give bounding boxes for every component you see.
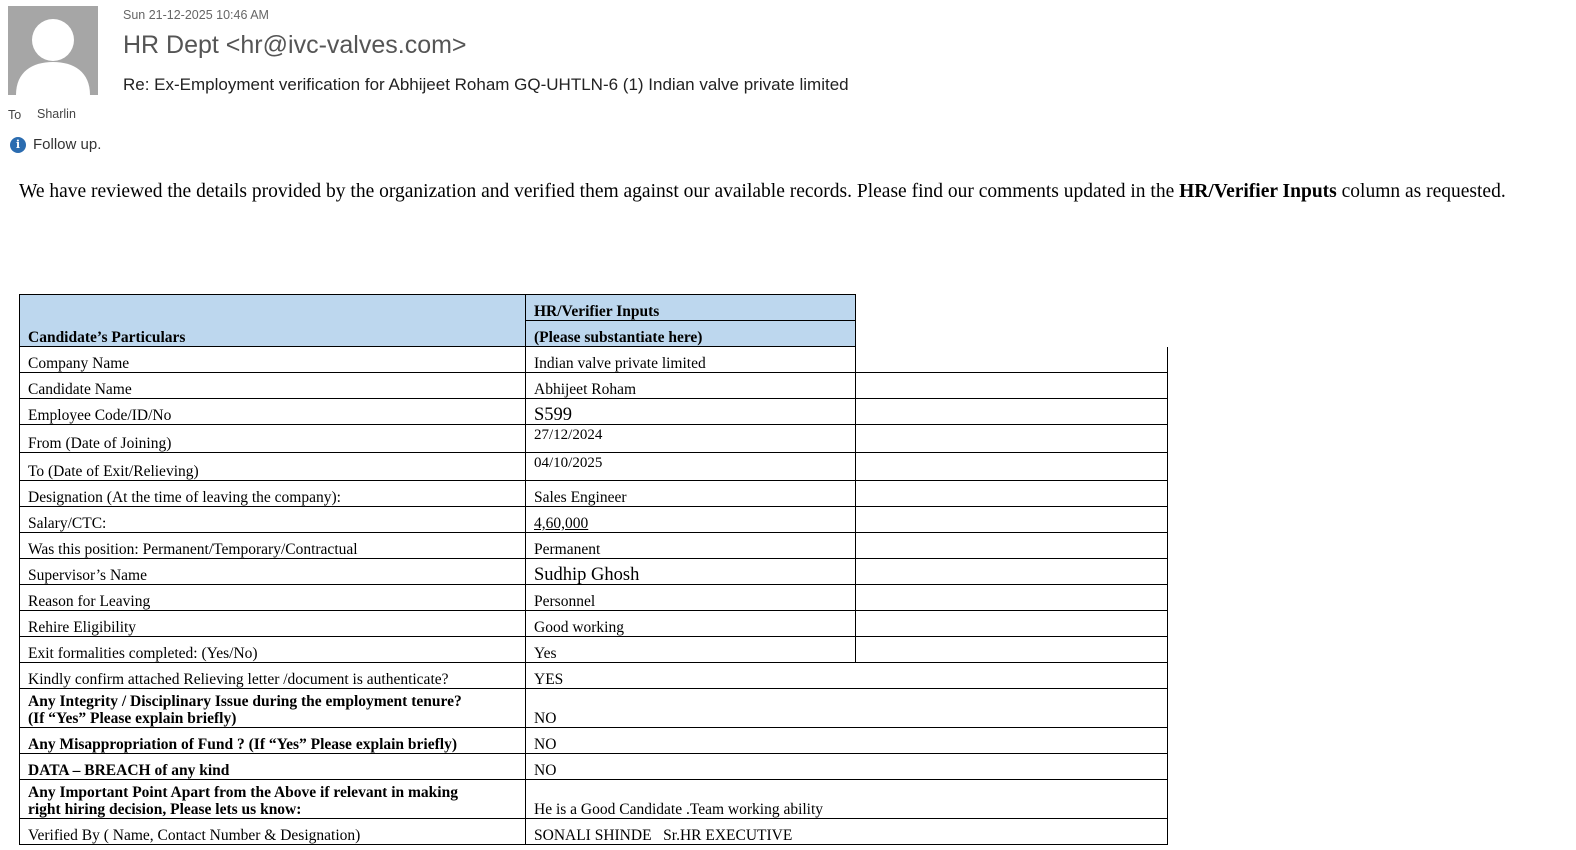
table-row xyxy=(20,689,1168,728)
table-row xyxy=(20,728,1168,754)
row-label: Supervisor’s Name xyxy=(20,559,526,585)
row-label-line1: Any Important Point Apart from the Above if relevant in making xyxy=(28,784,458,801)
row-value: 27/12/2024 xyxy=(526,425,856,453)
info-icon: i xyxy=(10,137,26,153)
row-label: Any Misappropriation of Fund ? (If “Yes” Please explain briefly) xyxy=(20,728,526,754)
row-extra xyxy=(856,453,1168,481)
email-subject: Re: Ex-Employment verification for Abhijeet Roham GQ-UHTLN-6 (1) Indian valve private limited xyxy=(123,75,849,94)
body-text-after: column as requested. xyxy=(1336,181,1506,202)
row-extra xyxy=(856,481,1168,507)
body-text-before: We have reviewed the details provided by the organization and verified them against our available records. Please find our comments updated in the xyxy=(19,181,1180,202)
table-row xyxy=(20,585,1168,611)
table-row xyxy=(20,481,1168,507)
row-value: NO xyxy=(526,728,1168,754)
table-row xyxy=(20,373,1168,399)
row-value: 04/10/2025 xyxy=(526,453,856,481)
verification-table xyxy=(19,294,1168,845)
row-value: Good working xyxy=(526,611,856,637)
row-label: Exit formalities completed: (Yes/No) xyxy=(20,637,526,663)
row-label: Kindly confirm attached Relieving letter /document is authenticate? xyxy=(20,663,526,689)
table-row xyxy=(20,780,1168,819)
row-label xyxy=(20,780,526,819)
header-substantiate: (Please substantiate here) xyxy=(526,321,856,347)
table-row xyxy=(20,559,1168,585)
row-extra xyxy=(856,611,1168,637)
row-value: Permanent xyxy=(526,533,856,559)
header-verifier-inputs: HR/Verifier Inputs xyxy=(526,295,856,321)
table-row xyxy=(20,637,1168,663)
info-text: Follow up. xyxy=(33,136,102,153)
email-sender[interactable]: HR Dept <hr@ivc-valves.com> xyxy=(123,31,467,59)
to-label: To xyxy=(8,108,22,122)
row-extra xyxy=(856,347,1168,373)
table-row xyxy=(20,399,1168,425)
row-label: Employee Code/ID/No xyxy=(20,399,526,425)
row-label: Candidate Name xyxy=(20,373,526,399)
row-value: NO xyxy=(526,754,1168,780)
row-value: He is a Good Candidate .Team working ability xyxy=(526,780,1168,819)
row-label-line2: (If “Yes” Please explain briefly) xyxy=(28,710,237,727)
row-extra xyxy=(856,637,1168,663)
row-extra xyxy=(856,533,1168,559)
table-row xyxy=(20,453,1168,481)
row-extra xyxy=(856,559,1168,585)
table-row xyxy=(20,347,1168,373)
row-extra xyxy=(856,399,1168,425)
row-label: Verified By ( Name, Contact Number & Designation) xyxy=(20,819,526,845)
table-row xyxy=(20,507,1168,533)
row-label: Reason for Leaving xyxy=(20,585,526,611)
table-row xyxy=(20,425,1168,453)
row-value: YES xyxy=(526,663,1168,689)
row-extra xyxy=(856,373,1168,399)
row-label: Was this position: Permanent/Temporary/Contractual xyxy=(20,533,526,559)
row-value: Sudhip Ghosh xyxy=(526,559,856,585)
row-value: Indian valve private limited xyxy=(526,347,856,373)
recipient-name[interactable]: Sharlin xyxy=(37,107,76,121)
table-row xyxy=(20,663,1168,689)
row-label xyxy=(20,689,526,728)
row-value xyxy=(526,507,856,533)
header-candidate-particulars: Candidate’s Particulars xyxy=(20,295,526,347)
row-label: Rehire Eligibility xyxy=(20,611,526,637)
row-label: Designation (At the time of leaving the company): xyxy=(20,481,526,507)
row-value: NO xyxy=(526,689,1168,728)
table-header-row xyxy=(20,295,1168,321)
row-label: Salary/CTC: xyxy=(20,507,526,533)
row-label: From (Date of Joining) xyxy=(20,425,526,453)
row-label: To (Date of Exit/Relieving) xyxy=(20,453,526,481)
info-bar[interactable] xyxy=(10,136,101,153)
table-row xyxy=(20,819,1168,845)
email-body-text xyxy=(19,181,1506,203)
row-value: Yes xyxy=(526,637,856,663)
row-extra xyxy=(856,425,1168,453)
table-row xyxy=(20,754,1168,780)
row-value: SONALI SHINDE Sr.HR EXECUTIVE xyxy=(526,819,1168,845)
row-extra xyxy=(856,507,1168,533)
row-value: Sales Engineer xyxy=(526,481,856,507)
sender-avatar xyxy=(8,6,98,95)
row-value: Personnel xyxy=(526,585,856,611)
body-text-bold: HR/Verifier Inputs xyxy=(1179,181,1337,202)
email-date: Sun 21-12-2025 10:46 AM xyxy=(123,8,269,22)
salary-value: 4,60,000 xyxy=(534,515,589,532)
row-extra xyxy=(856,585,1168,611)
row-label-line1: Any Integrity / Disciplinary Issue during the employment tenure? xyxy=(28,693,462,710)
row-label-line2: right hiring decision, Please lets us know: xyxy=(28,801,302,818)
table-row xyxy=(20,611,1168,637)
table-row xyxy=(20,533,1168,559)
row-label: DATA – BREACH of any kind xyxy=(20,754,526,780)
row-label: Company Name xyxy=(20,347,526,373)
row-value: S599 xyxy=(526,399,856,425)
row-value: Abhijeet Roham xyxy=(526,373,856,399)
